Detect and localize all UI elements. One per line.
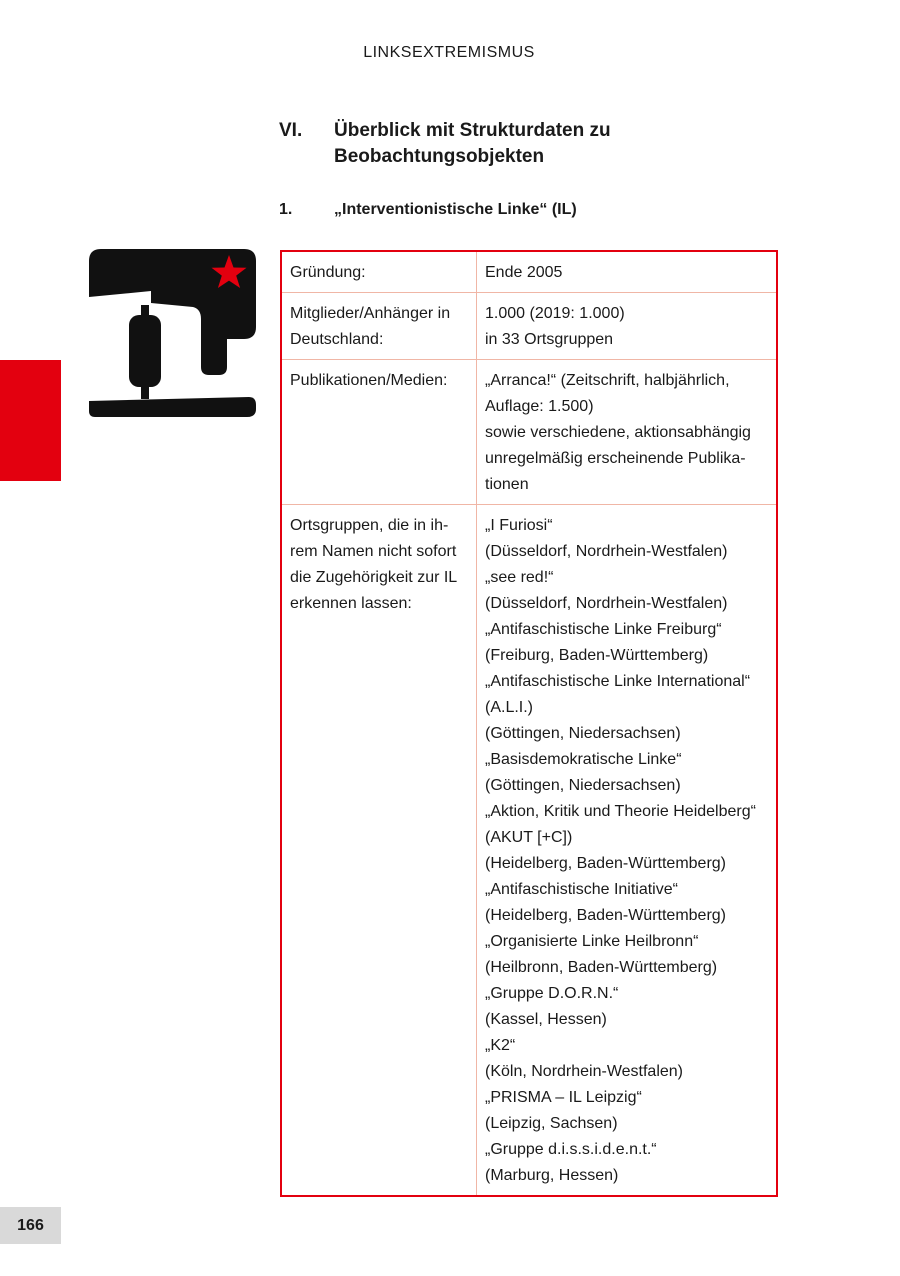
chapter-side-tab: [0, 360, 61, 481]
row-value: [477, 360, 778, 505]
row-label: [281, 360, 477, 505]
row-value-line: (AKUT [+C]): [485, 829, 573, 846]
row-label: [281, 251, 477, 293]
row-value-line: „Aktion, Kritik und Theorie Heidelberg“: [485, 803, 756, 820]
structure-data-table: [280, 250, 778, 1197]
row-value-line: (Heidelberg, Baden-Württemberg): [485, 855, 726, 872]
row-label: [281, 505, 477, 1197]
row-value-line: „Gruppe d.i.s.s.i.d.e.n.t.“: [485, 1141, 657, 1158]
table-row: [281, 251, 777, 293]
row-value-line: (Düsseldorf, Nordrhein-Westfalen): [485, 595, 728, 612]
row-value-line: (Leipzig, Sachsen): [485, 1115, 618, 1132]
table-body: [281, 251, 777, 1196]
row-value-line: (Düsseldorf, Nordrhein-Westfalen): [485, 543, 728, 560]
row-value-line: (Marburg, Hessen): [485, 1167, 619, 1184]
logo-pillar-stem: [141, 305, 149, 319]
section-title: [334, 118, 794, 170]
row-value-line: „Antifaschistische Linke Freiburg“: [485, 621, 722, 638]
row-value-line: „Gruppe D.O.R.N.“: [485, 985, 619, 1002]
row-value-line: „Basisdemokratische Linke“: [485, 751, 682, 768]
row-label-line: Gründung:: [290, 264, 366, 281]
row-value-line: „Antifaschistische Linke International“: [485, 673, 751, 690]
row-value-line: (Göttingen, Niedersachsen): [485, 725, 681, 742]
row-label-line: Mitglieder/Anhänger in: [290, 305, 451, 322]
row-value-line: „Antifaschistische Initiative“: [485, 881, 678, 898]
row-label-line: die Zugehörigkeit zur IL: [290, 569, 458, 586]
table-row: [281, 505, 777, 1197]
row-value: [477, 505, 778, 1197]
running-head: LINKSEXTREMISMUS: [363, 44, 535, 61]
subsection-number: 1.: [279, 201, 293, 218]
row-value-line: „K2“: [485, 1037, 516, 1054]
row-label-line: rem Namen nicht sofort: [290, 543, 457, 560]
row-value-line: unregelmäßig erscheinende Publika-: [485, 450, 746, 467]
row-value-line: (Kassel, Hessen): [485, 1011, 607, 1028]
section-number: VI.: [279, 120, 303, 141]
row-value-line: 1.000 (2019: 1.000): [485, 305, 625, 322]
row-value-line: „I Furiosi“: [485, 517, 553, 534]
row-value-line: (Freiburg, Baden-Württemberg): [485, 647, 709, 664]
section-title-line: Überblick mit Strukturdaten zu: [334, 120, 611, 141]
table-row: [281, 360, 777, 505]
row-value-line: „see red!“: [485, 569, 554, 586]
subsection-title: „Interventionistische Linke“ (IL): [334, 201, 577, 218]
row-value-line: Ende 2005: [485, 264, 563, 281]
row-label-line: Deutschland:: [290, 331, 384, 348]
section-title-line: Beobachtungsobjekten: [334, 146, 545, 167]
row-value-line: (A.L.I.): [485, 699, 534, 716]
row-value-line: „Organisierte Linke Heilbronn“: [485, 933, 699, 950]
row-value: [477, 293, 778, 360]
logo-pillar-stem: [141, 383, 149, 399]
row-value-line: (Heilbronn, Baden-Württemberg): [485, 959, 718, 976]
row-value-line: tionen: [485, 476, 529, 493]
row-value-line: „Arranca!“ (Zeitschrift, halbjährlich,: [485, 372, 730, 389]
row-value-line: sowie verschiedene, aktionsabhängig: [485, 424, 751, 441]
row-value-line: in 33 Ortsgruppen: [485, 331, 614, 348]
row-label-line: Publikationen/Medien:: [290, 372, 448, 389]
row-value-line: (Göttingen, Niedersachsen): [485, 777, 681, 794]
row-value-line: „PRISMA – IL Leipzig“: [485, 1089, 642, 1106]
il-logo-icon: [89, 249, 256, 417]
row-value: [477, 251, 778, 293]
logo-pillar-left: [129, 315, 161, 387]
row-value-line: (Heidelberg, Baden-Württemberg): [485, 907, 726, 924]
logo-bottom-bar: [89, 397, 256, 417]
table-row: [281, 293, 777, 360]
row-label-line: Ortsgruppen, die in ih-: [290, 517, 449, 534]
page-number: 166: [0, 1207, 61, 1244]
row-label-line: erkennen lassen:: [290, 595, 412, 612]
row-label: [281, 293, 477, 360]
row-value-line: (Köln, Nordrhein-Westfalen): [485, 1063, 684, 1080]
row-value-line: Auflage: 1.500): [485, 398, 594, 415]
